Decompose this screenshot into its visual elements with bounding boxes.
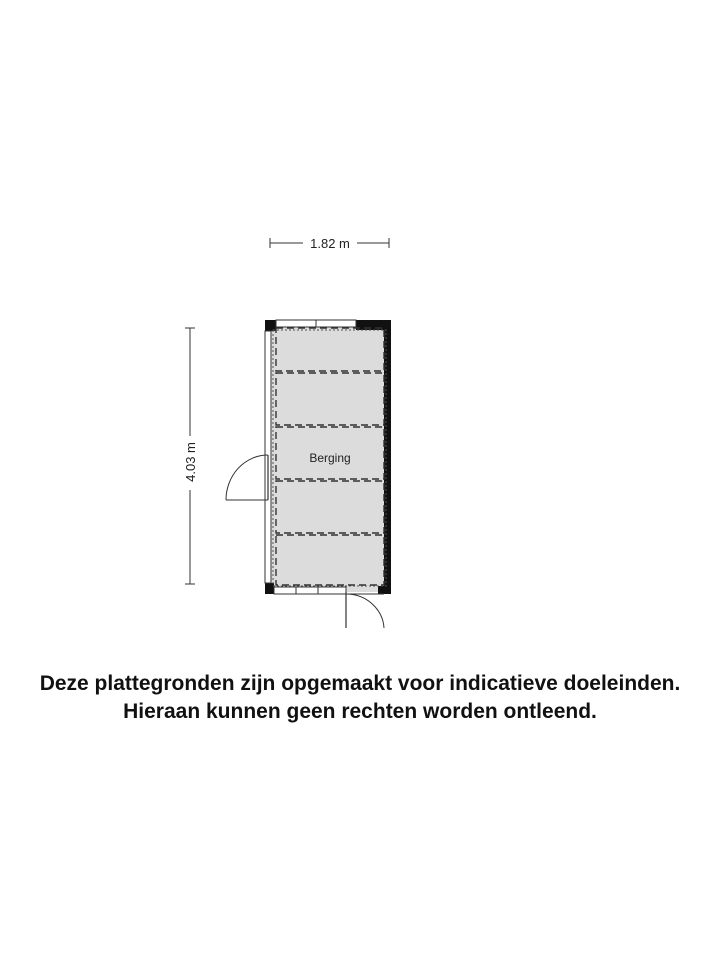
top-left-corner [265, 320, 276, 331]
width-label: 1.82 m [310, 236, 350, 251]
bottom-left-corner [265, 583, 274, 594]
height-dimension [183, 328, 198, 584]
bottom-window [274, 587, 346, 594]
width-dimension [270, 236, 389, 251]
height-label: 4.03 m [183, 442, 198, 482]
disclaimer-line-2: Hieraan kunnen geen rechten worden ontleend. [123, 700, 597, 723]
top-right-corner [356, 320, 391, 330]
room-label: Berging [309, 451, 351, 465]
bottom-right-corner [378, 586, 391, 594]
side-door [226, 455, 268, 500]
right-wall [384, 322, 391, 594]
disclaimer-line-1: Deze plattegronden zijn opgemaakt voor indicatieve doeleinden. [39, 672, 681, 695]
bottom-door [346, 592, 384, 628]
